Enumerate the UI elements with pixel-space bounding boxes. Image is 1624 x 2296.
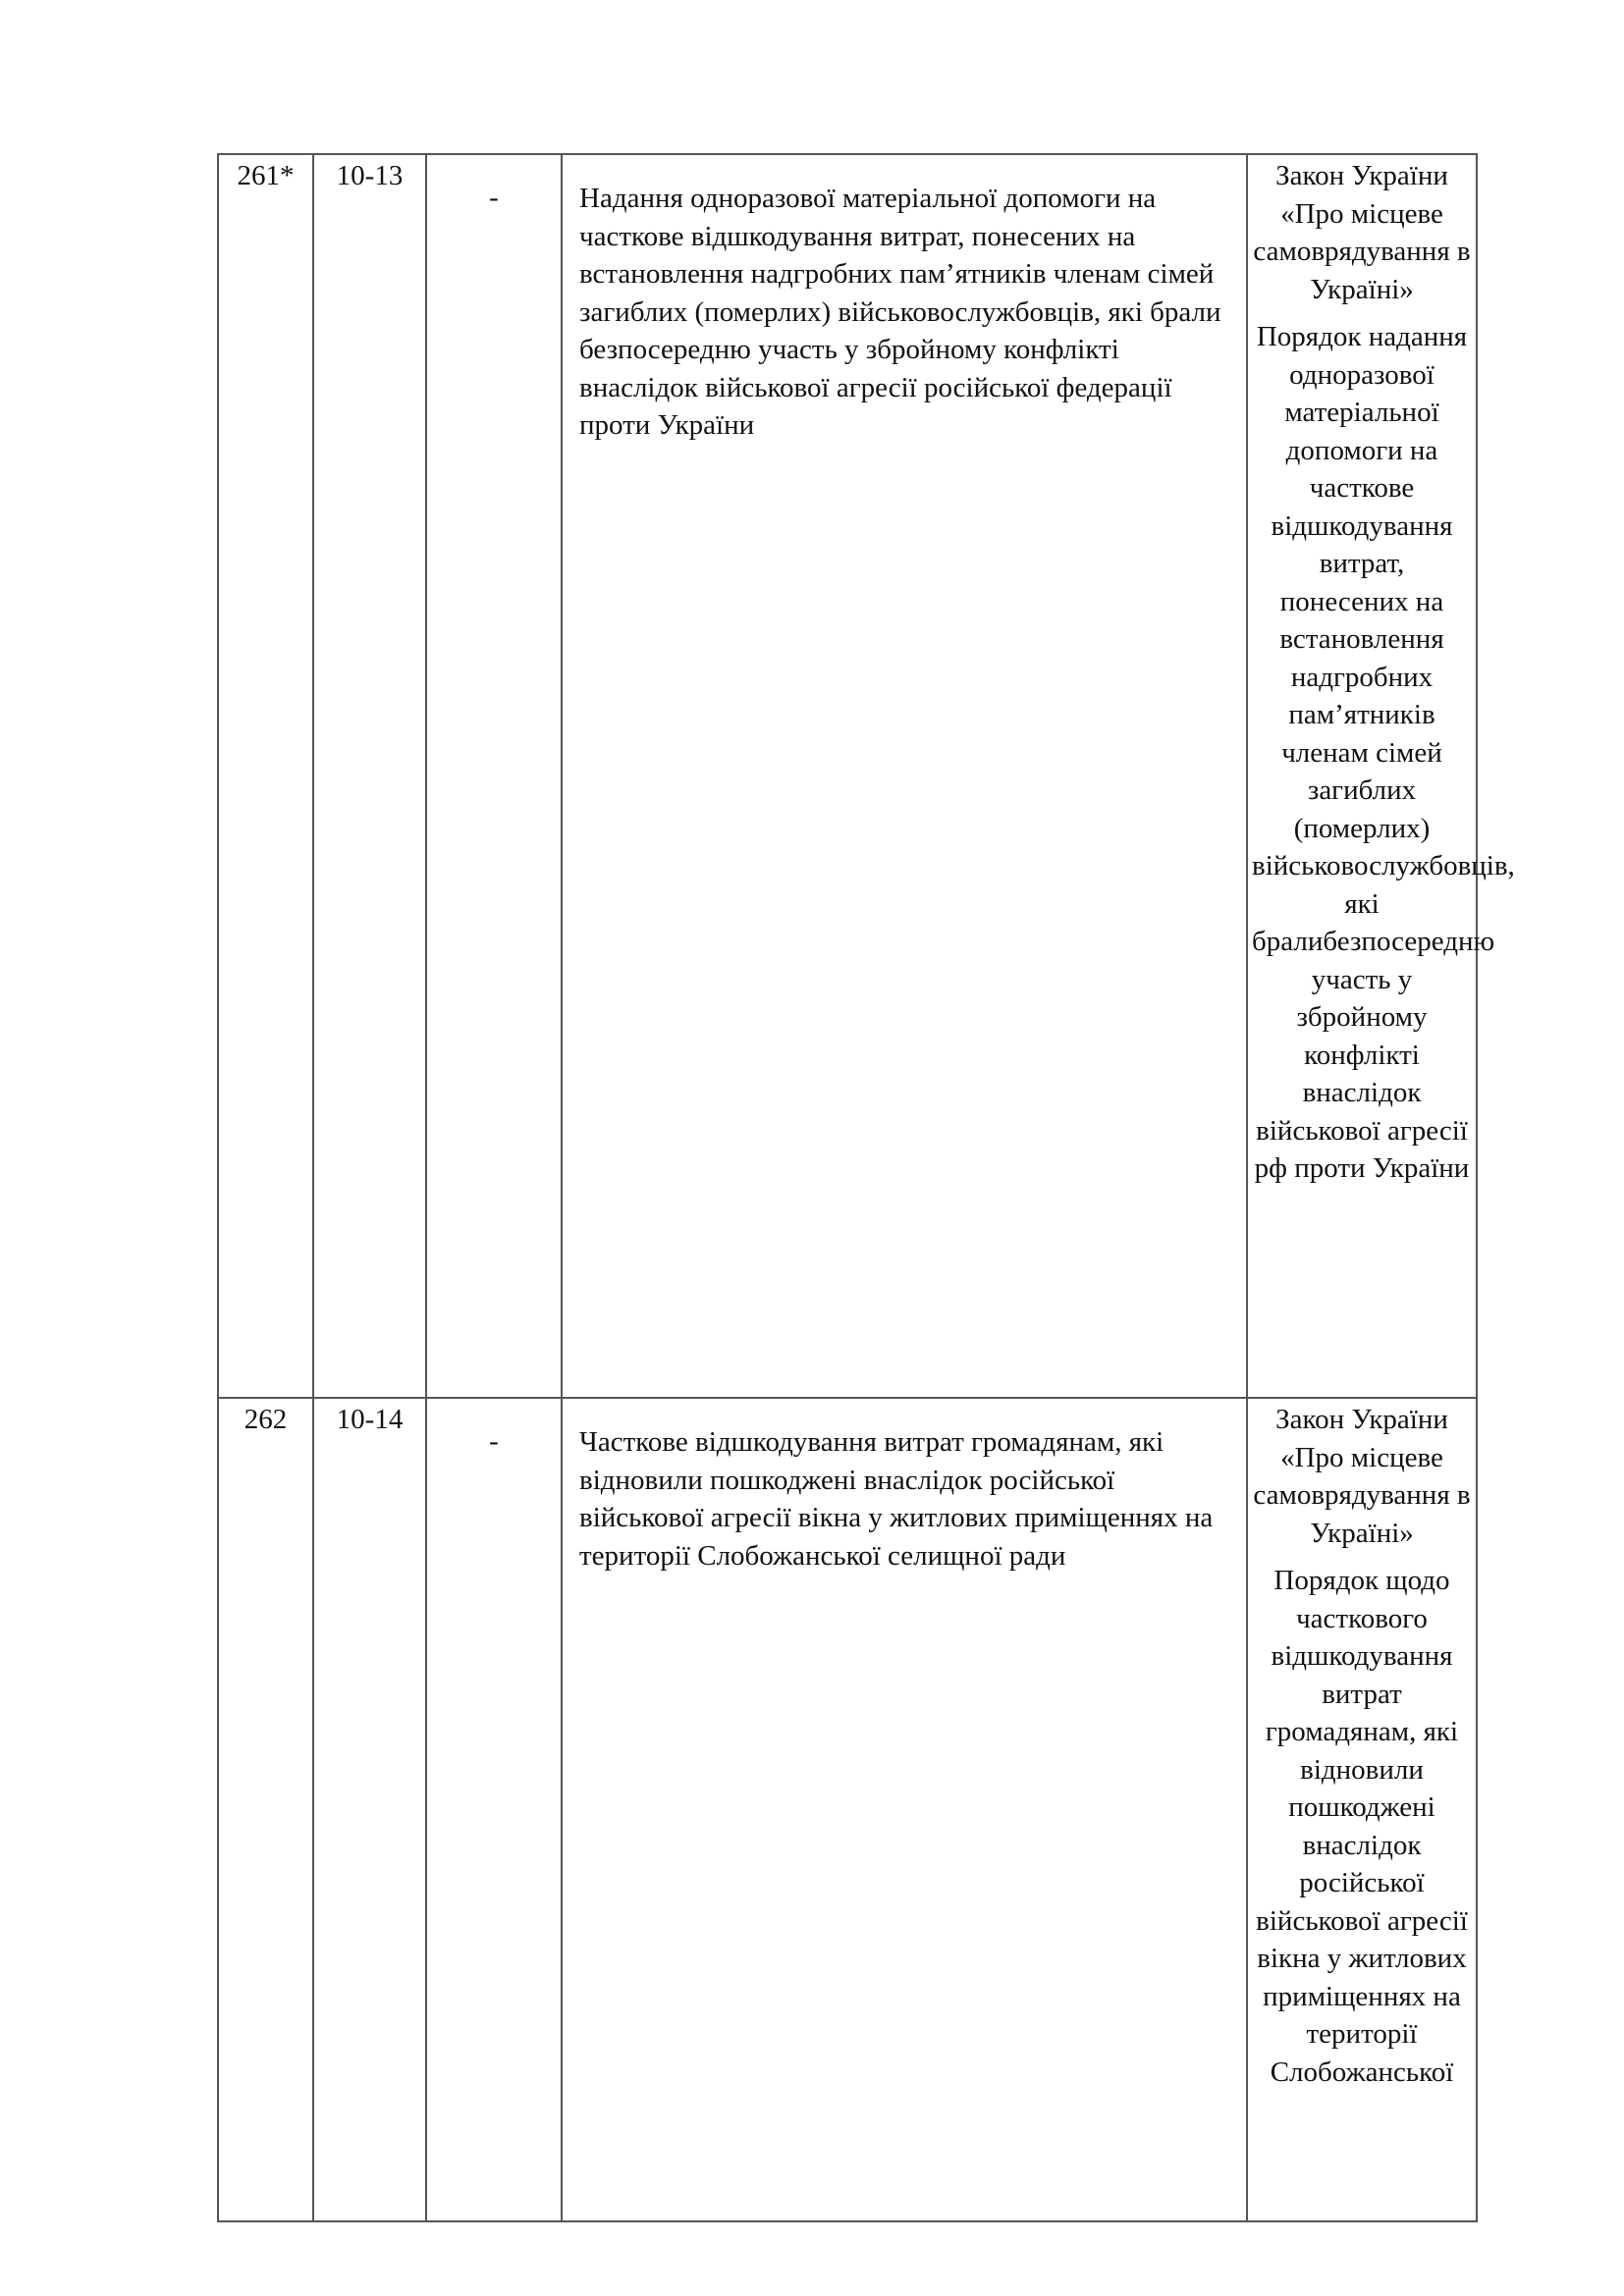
service-description-cell: Часткове відшкодування витрат громадянам, які відновили пошкоджені внаслідок російської військової агресії вікна у житлових приміщеннях на території Слобожанської селищної ради xyxy=(562,1398,1247,2221)
service-code-cell: 10-14 xyxy=(313,1398,426,2221)
row-number-cell: 261* xyxy=(218,154,313,1398)
service-description-cell: Надання одноразової матеріальної допомоги на часткове відшкодування витрат, понесених на встановлення надгробних пам’ятників членам сімей загиблих (померлих) військовослужбовців, які брали безпосередню участь у збройному конфлікті внаслідок військової агресії російської федерації проти України xyxy=(562,154,1247,1398)
legal-basis-cell xyxy=(1247,1398,1477,2221)
mark-cell: - xyxy=(426,154,562,1398)
legal-basis-law: Закон України «Про місцеве самоврядування в Україні» xyxy=(1253,160,1471,305)
table-row xyxy=(218,154,1477,1398)
legal-basis-law: Закон України «Про місцеве самоврядування в Україні» xyxy=(1253,1404,1471,1549)
services-table xyxy=(217,153,1515,2222)
mark-cell: - xyxy=(426,1398,562,2221)
legal-basis-order: Порядок надання одноразової матеріальної допомоги на часткове відшкодування витрат, понесених на встановлення надгробних пам’ятників членам сімей загиблих (померлих) військовослужбовців, які бралибезпосередню участь у збройному конфлікті внаслідок військової агресії рф проти України xyxy=(1252,321,1515,1184)
legal-basis-cell xyxy=(1247,154,1515,1398)
service-code-cell: 10-13 xyxy=(313,154,426,1398)
row-number-cell: 262 xyxy=(218,1398,313,2221)
table-row xyxy=(218,1398,1477,2221)
legal-basis-order: Порядок щодо часткового відшкодування витрат громадянам, які відновили пошкоджені внаслідок російської військової агресії вікна у житлових приміщеннях на території Слобожанської xyxy=(1256,1565,1468,2088)
